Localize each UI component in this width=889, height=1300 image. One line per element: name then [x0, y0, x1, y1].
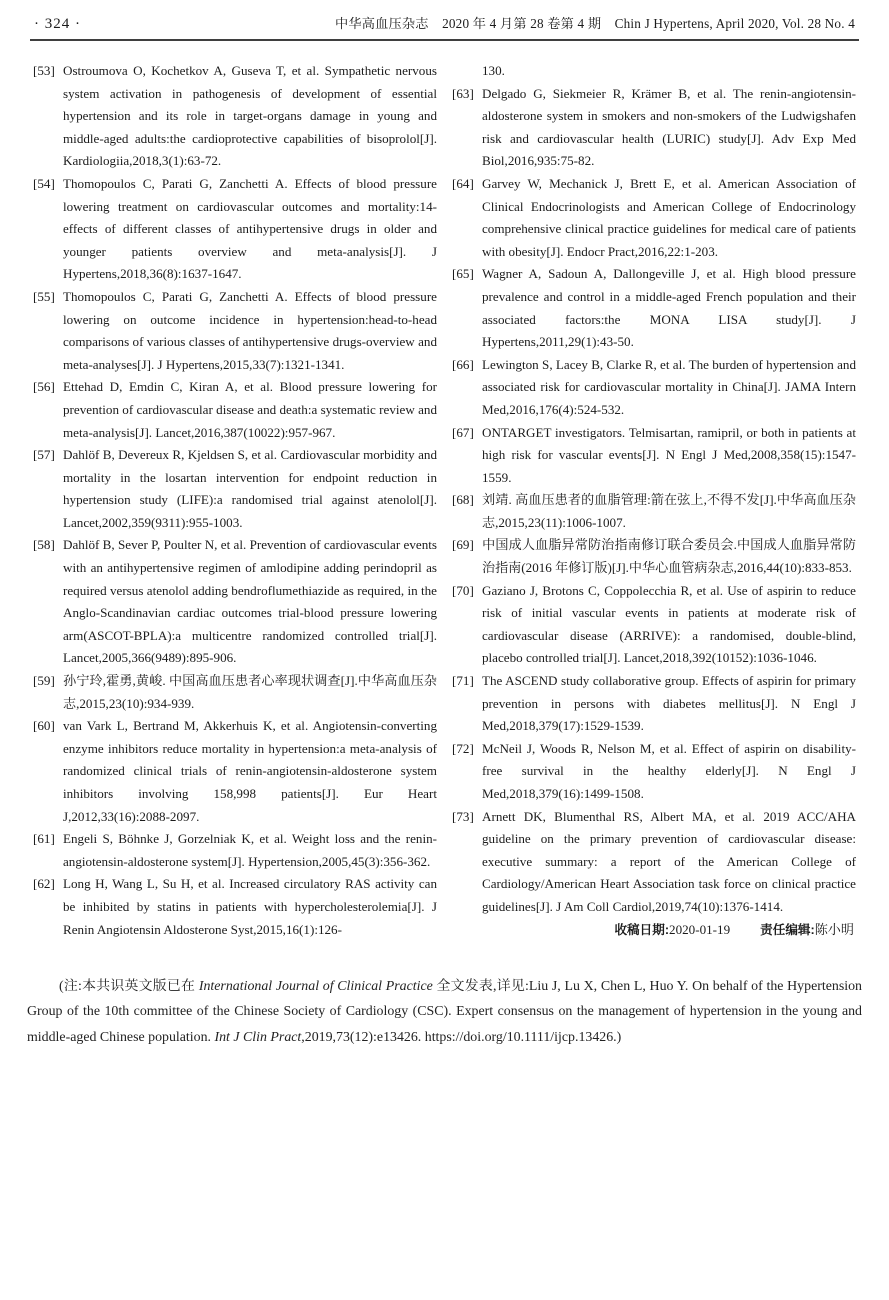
footnote-journal-title: International Journal of Clinical Practice — [198, 979, 433, 995]
reference-entry: [60] van Vark L, Bertrand M, Akkerhuis K, et al. Angiotensin-converting enzyme inhibitors reduce mortality in hypertension:a meta-analysis of randomized clinical trials of renin-angiotensin-aldosterone system inhibitors involving 158,998 patients[J]. Eur Heart J,2012,33(16):2088-2097. — [33, 715, 437, 828]
reference-entries-left — [33, 60, 437, 941]
reference-number: [61] — [33, 831, 55, 847]
footnote-text: 全文发表,详见:Liu J, Lu X, Chen L, Huo Y. On behalf of the Hypertension Group of the 10th committee of the Chinese Society of Cardiology (CSC). Expert consensus on the management of hypertension in the young and middle-aged Chinese population. — [27, 979, 862, 1045]
reference-number: [64] — [452, 175, 474, 191]
publication-footnote — [27, 974, 862, 1050]
reference-entry: [62] Long H, Wang L, Su H, et al. Increased circulatory RAS activity can be inhibited by statins in patients with hypercholesterolemia[J]. J Renin Angiotensin Aldosterone Syst,2015,16(1):126- — [33, 873, 437, 941]
references-column-right — [452, 60, 856, 941]
reference-entry: [69] 中国成人血脂异常防治指南修订联合委员会.中国成人血脂异常防治指南(2016 年修订版)[J].中华心血管病杂志,2016,44(10):833-853. — [452, 534, 856, 579]
reference-entry: [63] Delgado G, Siekmeier R, Krämer B, et al. The renin-angiotensin-aldosterone system in smokers and non-smokers of the Ludwigshafen risk and cardiovascular health (LURIC) study[J]. Adv Exp Med Biol,2016,935:75-82. — [452, 83, 856, 173]
reference-number: [53] — [33, 63, 55, 78]
reference-entry: [56] Ettehad D, Emdin C, Kiran A, et al. Blood pressure lowering for prevention of cardiovascular disease and death:a systematic review and meta-analysis[J]. Lancet,2016,387(10022):957-967. — [33, 376, 437, 444]
reference-entry: [55] Thomopoulos C, Parati G, Zanchetti A. Effects of blood pressure lowering on outcome incidence in hypertension:head-to-head comparisons of various classes of antihypertensive drugs-overview and meta-analyses[J]. J Hypertens,2015,33(7):1321-1341. — [33, 286, 437, 376]
reference-number: [54] — [33, 175, 55, 191]
responsible-editor-name: 陈小明 — [814, 921, 854, 937]
reference-number: [56] — [33, 379, 55, 395]
reference-number: [58] — [33, 537, 55, 553]
reference-entry: [71] The ASCEND study collaborative group. Effects of aspirin for primary prevention in persons with diabetes mellitus[J]. N Engl J Med,2018,379(17):1529-1539. — [452, 670, 856, 738]
reference-entry: [58] Dahlöf B, Sever P, Poulter N, et al. Prevention of cardiovascular events with an antihypertensive regimen of amlodipine adding perindopril as required versus atenolol adding bendroflumethiazide as required, in the Anglo-Scandinavian cardiac outcomes trial-blood pressure lowering arm(ASCOT-BPLA):a multicentre randomized controlled trial[J]. Lancet,2005,366(9489):895-906. — [33, 534, 437, 670]
reference-number: [73] — [452, 808, 474, 824]
reference-entry: [70] Gaziano J, Brotons C, Coppolecchia R, et al. Use of aspirin to reduce risk of initial vascular events in patients at moderate risk of cardiovascular disease (ARRIVE): a randomised, double-blind, placebo controlled trial[J]. Lancet,2018,392(10152):1036-1046. — [452, 580, 856, 670]
reference-number: [59] — [33, 673, 55, 689]
reference-entries-right — [452, 60, 856, 919]
footnote-text: (注:本共识英文版已在 — [58, 979, 199, 995]
reference-list — [0, 41, 889, 941]
reference-entry: [57] Dahlöf B, Devereux R, Kjeldsen S, et al. Cardiovascular morbidity and mortality in the losartan intervention for endpoint reduction in hypertension study (LIFE):a randomised trial against atenolol[J]. Lancet,2002,359(9311):955-1003. — [33, 444, 437, 534]
reference-entry: [64] Garvey W, Mechanick J, Brett E, et al. American Association of Clinical Endocrinologists and American College of Endocrinology comprehensive clinical practice guidelines for medical care of patients with obesity[J]. Endocr Pract,2016,22:1-203. — [452, 173, 856, 263]
reference-entry: [68] 刘靖. 高血压患者的血脂管理:箭在弦上,不得不发[J].中华高血压杂志,2015,23(11):1006-1007. — [452, 489, 856, 534]
responsible-editor-label: 责任编辑: — [760, 922, 815, 937]
reference-number: [55] — [33, 288, 55, 304]
reference-number: [63] — [452, 85, 474, 101]
reference-number: [67] — [452, 424, 474, 440]
reference-entry: [72] McNeil J, Woods R, Nelson M, et al. Effect of aspirin on disability-free survival in the healthy elderly[J]. N Engl J Med,2018,379(16):1499-1508. — [452, 738, 856, 806]
reference-entry: [59] 孙宁玲,霍勇,黄峻. 中国高血压患者心率现状调查[J].中华高血压杂志,2015,23(10):934-939. — [33, 670, 437, 715]
reference-number: [71] — [452, 673, 474, 689]
reference-number: [70] — [452, 582, 474, 598]
reference-number: [60] — [33, 718, 55, 734]
footnote-journal-title: Int J Clin Pract — [214, 1029, 302, 1045]
reference-entry: [67] ONTARGET investigators. Telmisartan, ramipril, or both in patients at high risk for vascular events[J]. N Engl J Med,2008,358(15):1547-1559. — [452, 422, 856, 490]
reference-entry: [61] Engeli S, Böhnke J, Gorzelniak K, et al. Weight loss and the renin-angiotensin-aldosterone system[J]. Hypertension,2005,45(3):356-362. — [33, 828, 437, 873]
reference-entry: [65] Wagner A, Sadoun A, Dallongeville J, et al. High blood pressure prevalence and control in a middle-aged French population and their associated factors:the MONA LISA study[J]. J Hypertens,2011,29(1):43-50. — [452, 263, 856, 353]
reference-number: [62] — [33, 876, 55, 892]
reference-number: [65] — [452, 266, 474, 282]
reference-number: [57] — [33, 447, 55, 463]
reference-entry: [73] Arnett DK, Blumenthal RS, Albert MA, et al. 2019 ACC/AHA guideline on the primary prevention of cardiovascular disease: executive summary: a report of the American College of Cardiology/American Heart Association task force on clinical practice guidelines[J]. J Am Coll Cardiol,2019,74(10):1376-1414. — [452, 806, 856, 919]
reference-continuation: 130. — [482, 63, 505, 78]
received-date-label: 收稿日期: — [614, 922, 670, 937]
manuscript-meta-line — [452, 919, 856, 942]
page-number: · 324 · — [34, 16, 81, 32]
reference-number: [72] — [452, 740, 474, 756]
running-head — [0, 0, 889, 33]
reference-entry: [66] Lewington S, Lacey B, Clarke R, et al. The burden of hypertension and associated risk for cardiovascular mortality in China[J]. JAMA Intern Med,2016,176(4):524-532. — [452, 354, 856, 422]
received-date-value: 2020-01-19 — [669, 921, 731, 937]
references-column-left — [33, 60, 437, 941]
reference-number: [66] — [452, 356, 474, 372]
footnote-text: ,2019,73(12):e13426. https://doi.org/10.1111/ijcp.13426.) — [301, 1029, 622, 1045]
journal-citation-line: 中华高血压杂志 2020 年 4 月第 28 卷第 4 期 Chin J Hypertens, April 2020, Vol. 28 No. 4 — [334, 16, 855, 31]
reference-entry: [53] Ostroumova O, Kochetkov A, Guseva T, et al. Sympathetic nervous system activation in pathogenesis of development of essential hypertension and its role in target-organs damage in young and middle-aged adults:the cardioprotective capabilities of bisoprolol[J]. Kardiologiia,2018,3(1):63-72. — [33, 60, 437, 173]
reference-entry: [54] Thomopoulos C, Parati G, Zanchetti A. Effects of blood pressure lowering treatment on cardiovascular outcomes and mortality:14-effects of different classes of antihypertensive drugs in older and younger patients overview and meta-analysis[J]. J Hypertens,2018,36(8):1637-1647. — [33, 173, 437, 286]
reference-number: [69] — [452, 537, 474, 553]
reference-number: [68] — [452, 492, 474, 508]
